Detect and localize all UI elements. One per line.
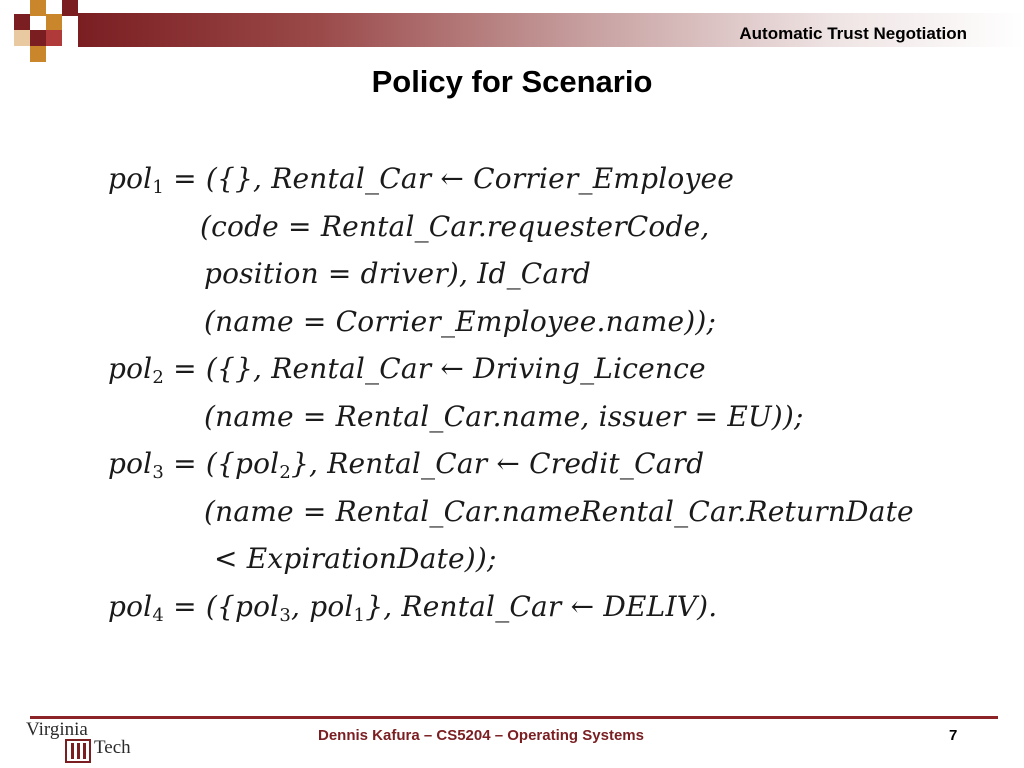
formula-text: = ({}, Rental_Car ← Corrier_Employee (164, 162, 735, 195)
logo-emblem-icon (65, 738, 91, 764)
policy-line (108, 162, 735, 198)
policy-line (204, 305, 716, 338)
formula-text: pol (108, 447, 153, 480)
formula-subscript: 1 (353, 605, 366, 626)
policy-line (214, 542, 497, 575)
footer-rule (30, 716, 998, 719)
formula-subscript: 2 (152, 367, 164, 388)
formula-text: < ExpirationDate)); (214, 542, 497, 575)
formula-text: (name = Rental_Car.nameRental_Car.ReturnDate (204, 495, 914, 528)
formula-text: (name = Rental_Car.name, issuer = EU)); (204, 400, 804, 433)
logo-text: Virginia (26, 719, 88, 740)
formula-text: , pol (291, 590, 354, 623)
formula-text: = ({}, Rental_Car ← Driving_Licence (164, 352, 706, 385)
policy-line (204, 495, 914, 528)
slide-title: Policy for Scenario (371, 64, 653, 99)
formula-text: }, Rental_Car ← DELIV). (365, 590, 718, 623)
policy-line (204, 400, 804, 433)
policy-line (200, 210, 709, 243)
formula-subscript: 2 (279, 462, 291, 483)
formula-text: (code = Rental_Car.requesterCode, (200, 210, 710, 243)
footer-text: Dennis Kafura – CS5204 – Operating Systems (318, 727, 644, 744)
formula-subscript: 4 (152, 605, 164, 626)
virginia-tech-logo (24, 720, 136, 766)
formula-text: = ({pol (164, 447, 280, 480)
formula-subscript: 3 (279, 605, 291, 626)
formula-text: (name = Corrier_Employee.name)); (204, 305, 717, 338)
page-number: 7 (949, 727, 958, 744)
policy-line (108, 352, 706, 388)
formula-text: = ({pol (164, 590, 280, 623)
formula-subscript: 3 (152, 462, 164, 483)
policy-line (204, 257, 591, 290)
formula-text: }, Rental_Car ← Credit_Card (291, 447, 705, 480)
formula-text: pol (108, 352, 153, 385)
formula-text: pol (108, 590, 153, 623)
logo-text: Tech (94, 737, 131, 758)
deck-title: Automatic Trust Negotiation (739, 24, 967, 43)
formula-subscript: 1 (152, 177, 164, 198)
policy-line (108, 447, 705, 483)
formula-text: pol (108, 162, 153, 195)
policy-line (108, 590, 718, 626)
formula-text: position = driver), Id_Card (204, 257, 592, 290)
